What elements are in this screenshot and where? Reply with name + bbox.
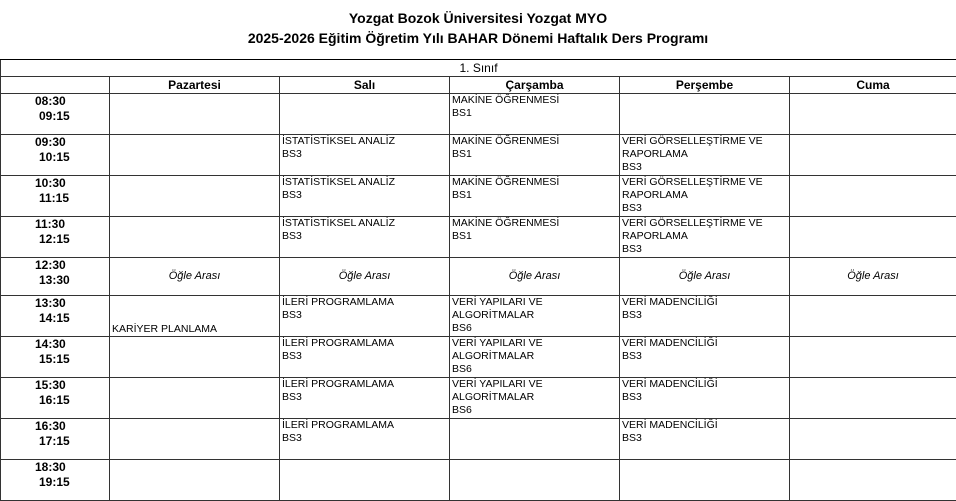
time-cell (1, 378, 110, 419)
day-header: Salı (280, 77, 450, 94)
time-slot-row (1, 419, 956, 460)
course-cell (280, 419, 450, 460)
course-cell (450, 419, 620, 460)
course-cell (110, 419, 280, 460)
course-name: KARİYER PLANLAMA (112, 323, 279, 336)
slot-end: 15:15 (35, 352, 109, 367)
slot-end: 16:15 (35, 393, 109, 408)
course-name: İLERİ PROGRAMLAMA (282, 337, 449, 350)
slot-start: 10:30 (35, 176, 109, 191)
day-header-row (1, 77, 956, 94)
course-cell (620, 296, 790, 337)
slot-end: 17:15 (35, 434, 109, 449)
course-cell (450, 296, 620, 337)
course-cell (620, 135, 790, 176)
course-name: VERİ MADENCİLİĞİ (622, 296, 789, 309)
course-cell (110, 135, 280, 176)
course-room: BS3 (622, 202, 789, 215)
course-room: BS1 (452, 189, 619, 202)
course-cell (620, 94, 790, 135)
course-room: BS3 (282, 391, 449, 404)
course-room: BS3 (622, 391, 789, 404)
document-subtitle: 2025-2026 Eğitim Öğretim Yılı BAHAR Dönemi Haftalık Ders Programı (0, 30, 956, 46)
document-title: Yozgat Bozok Üniversitesi Yozgat MYO (0, 10, 956, 26)
time-cell (1, 337, 110, 378)
course-room: BS3 (282, 350, 449, 363)
course-cell (620, 337, 790, 378)
time-slot-row (1, 217, 956, 258)
course-room: BS3 (282, 230, 449, 243)
course-name: VERİ GÖRSELLEŞTİRME VE RAPORLAMA (622, 217, 789, 243)
lunch-cell: Öğle Arası (110, 258, 280, 296)
time-cell (1, 296, 110, 337)
course-name: VERİ GÖRSELLEŞTİRME VE RAPORLAMA (622, 135, 789, 161)
slot-end: 12:15 (35, 232, 109, 247)
day-header: Çarşamba (450, 77, 620, 94)
time-cell (1, 176, 110, 217)
class-row (1, 60, 956, 77)
course-cell (280, 217, 450, 258)
time-header (1, 77, 110, 94)
course-room: BS1 (452, 148, 619, 161)
time-cell (1, 135, 110, 176)
course-cell (280, 337, 450, 378)
slot-end: 11:15 (35, 191, 109, 206)
course-cell (110, 176, 280, 217)
schedule-table (0, 59, 956, 501)
slot-end: 09:15 (35, 109, 109, 124)
course-cell (790, 217, 956, 258)
course-room: BS3 (622, 350, 789, 363)
course-room: BS6 (452, 322, 619, 335)
course-room: BS3 (622, 243, 789, 256)
day-header: Perşembe (620, 77, 790, 94)
lunch-row (1, 258, 956, 296)
course-name: MAKİNE ÖĞRENMESİ (452, 135, 619, 148)
course-cell (790, 460, 956, 501)
course-cell (620, 176, 790, 217)
slot-start: 12:30 (35, 258, 109, 273)
course-cell (110, 217, 280, 258)
course-room: BS1 (452, 107, 619, 120)
time-slot-row (1, 296, 956, 337)
course-name: VERİ YAPILARI VE ALGORİTMALAR (452, 296, 619, 322)
course-cell (280, 460, 450, 501)
course-cell (450, 217, 620, 258)
slot-start: 11:30 (35, 217, 109, 232)
slot-end: 10:15 (35, 150, 109, 165)
course-cell (620, 419, 790, 460)
day-header: Pazartesi (110, 77, 280, 94)
time-cell (1, 94, 110, 135)
class-label: 1. Sınıf (1, 60, 956, 77)
course-cell (280, 176, 450, 217)
time-slot-row (1, 94, 956, 135)
course-name: İSTATİSTİKSEL ANALİZ (282, 176, 449, 189)
course-room: BS3 (622, 309, 789, 322)
course-name: VERİ MADENCİLİĞİ (622, 337, 789, 350)
course-name: MAKİNE ÖĞRENMESİ (452, 94, 619, 107)
time-cell (1, 217, 110, 258)
course-name: İSTATİSTİKSEL ANALİZ (282, 135, 449, 148)
lunch-cell: Öğle Arası (790, 258, 956, 296)
course-name: İLERİ PROGRAMLAMA (282, 296, 449, 309)
course-cell (110, 460, 280, 501)
slot-start: 18:30 (35, 460, 109, 475)
course-name: VERİ YAPILARI VE ALGORİTMALAR (452, 337, 619, 363)
slot-start: 15:30 (35, 378, 109, 393)
course-cell (280, 378, 450, 419)
lunch-cell: Öğle Arası (280, 258, 450, 296)
course-name: MAKİNE ÖĞRENMESİ (452, 176, 619, 189)
course-cell (790, 135, 956, 176)
time-cell (1, 258, 110, 296)
slot-start: 09:30 (35, 135, 109, 150)
course-room: BS6 (452, 363, 619, 376)
course-room: BS3 (282, 432, 449, 445)
slot-start: 16:30 (35, 419, 109, 434)
course-cell (450, 337, 620, 378)
course-room: BS3 (622, 161, 789, 174)
course-cell (620, 217, 790, 258)
course-cell (450, 378, 620, 419)
course-name: İLERİ PROGRAMLAMA (282, 419, 449, 432)
slot-end: 14:15 (35, 311, 109, 326)
course-cell (110, 378, 280, 419)
time-slot-row (1, 378, 956, 419)
course-cell (280, 94, 450, 135)
slot-end: 19:15 (35, 475, 109, 490)
lunch-cell: Öğle Arası (620, 258, 790, 296)
course-cell (110, 337, 280, 378)
lunch-cell: Öğle Arası (450, 258, 620, 296)
course-cell (110, 94, 280, 135)
course-room: BS3 (282, 189, 449, 202)
time-slot-row (1, 176, 956, 217)
course-room: BS3 (622, 432, 789, 445)
slot-start: 08:30 (35, 94, 109, 109)
course-room: BS1 (452, 230, 619, 243)
day-header: Cuma (790, 77, 956, 94)
course-name: VERİ MADENCİLİĞİ (622, 378, 789, 391)
course-cell (450, 94, 620, 135)
course-cell (790, 176, 956, 217)
time-cell (1, 419, 110, 460)
course-cell (450, 135, 620, 176)
course-cell (620, 460, 790, 501)
time-slot-row (1, 337, 956, 378)
course-cell (110, 296, 280, 337)
course-name: İSTATİSTİKSEL ANALİZ (282, 217, 449, 230)
course-room: BS3 (282, 309, 449, 322)
course-cell (450, 176, 620, 217)
course-name: MAKİNE ÖĞRENMESİ (452, 217, 619, 230)
course-cell (280, 296, 450, 337)
course-name: İLERİ PROGRAMLAMA (282, 378, 449, 391)
course-name: VERİ MADENCİLİĞİ (622, 419, 789, 432)
slot-end: 13:30 (35, 273, 109, 288)
course-cell (790, 419, 956, 460)
slot-start: 14:30 (35, 337, 109, 352)
course-name: VERİ YAPILARI VE ALGORİTMALAR (452, 378, 619, 404)
course-cell (450, 460, 620, 501)
course-cell (620, 378, 790, 419)
course-cell (790, 378, 956, 419)
time-slot-row (1, 135, 956, 176)
time-cell (1, 460, 110, 501)
course-cell (790, 94, 956, 135)
slot-start: 13:30 (35, 296, 109, 311)
course-cell (790, 337, 956, 378)
course-room: BS3 (282, 148, 449, 161)
course-cell (790, 296, 956, 337)
course-room: BS6 (452, 404, 619, 417)
course-cell (280, 135, 450, 176)
time-slot-row (1, 460, 956, 501)
course-name: VERİ GÖRSELLEŞTİRME VE RAPORLAMA (622, 176, 789, 202)
